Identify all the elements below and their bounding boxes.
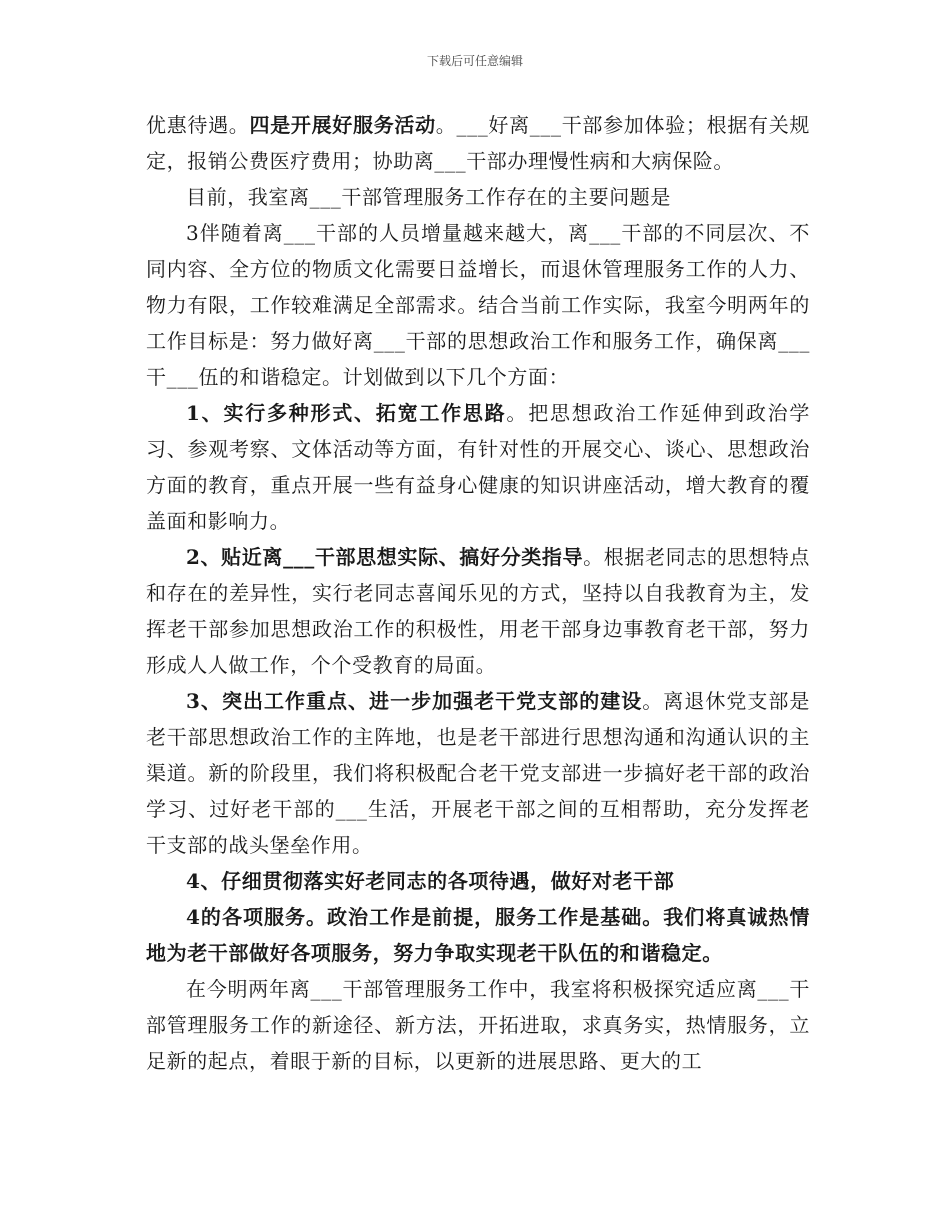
bold-heading: 3、突出工作重点、进一步加强老干党支部的建设 <box>186 689 643 713</box>
bold-paragraph: 4的各项服务。政治工作是前提，服务工作是基础。我们将真诚热情地为老干部做好各项服务，努力争取实现老干队伍的和谐稳定。 <box>146 905 810 965</box>
paragraph: 3伴随着离___干部的人员增量越来越大，离___干部的不同层次、不同内容、全方位的物质文化需要日益增长，而退休管理服务工作的人力、物力有限，工作较难满足全部需求。结合当前工作实际，我室今明两年的工作目标是：努力做好离___干部的思想政治工作和服务工作，确保离___干___伍的和谐稳定。计划做到以下几个方面： <box>146 221 810 389</box>
paragraph: 在今明两年离___干部管理服务工作中，我室将积极探究适应离___干部管理服务工作的新途径、新方法，开拓进取，求真务实，热情服务，立足新的起点，着眼于新的目标，以更新的进展思路、更大的工 <box>146 977 810 1073</box>
bold-heading: 2、贴近离___干部思想实际、搞好分类指导 <box>186 545 584 569</box>
paragraph-text: 。___好离___干部参加体验；根据有关规定，报销公费医疗费用；协助离___干部办理慢性病和大病保险。 <box>146 113 810 173</box>
paragraph <box>146 107 810 179</box>
paragraph: 目前，我室离___干部管理服务工作存在的主要问题是 <box>186 185 671 209</box>
page-header: 下载后可任意编辑 <box>426 54 523 68</box>
paragraph-text: 优惠待遇。 <box>146 113 250 137</box>
bold-heading: 四是开展好服务活动 <box>249 113 436 137</box>
bold-heading: 1、实行多种形式、拓宽工作思路 <box>186 401 507 425</box>
paragraph-text: 。根据老同志的思想特点和存在的差异性，实行老同志喜闻乐见的方式，坚持以自我教育为主，发挥老干部参加思想政治工作的积极性，用老干部身边事教育老干部，努力形成人人做工作，个个受教育的局面。 <box>146 545 810 677</box>
paragraph-text: 。离退休党支部是老干部思想政治工作的主阵地，也是老干部进行思想沟通和沟通认识的主渠道。新的阶段里，我们将积极配合老干党支部进一步搞好老干部的政治学习、过好老干部的___生活，开展老干部之间的互相帮助，充分发挥老干支部的战头堡垒作用。 <box>146 689 810 857</box>
paragraph-text: 。把思想政治工作延伸到政治学习、参观考察、文体活动等方面，有针对性的开展交心、谈心、思想政治方面的教育，重点开展一些有益身心健康的知识讲座活动，增大教育的覆盖面和影响力。 <box>146 401 810 533</box>
bold-paragraph: 4、仔细贯彻落实好老同志的各项待遇，做好对老干部 <box>186 869 675 893</box>
paragraph <box>146 683 810 863</box>
paragraph <box>146 539 810 683</box>
paragraph <box>146 395 810 539</box>
document-body <box>146 107 810 1079</box>
